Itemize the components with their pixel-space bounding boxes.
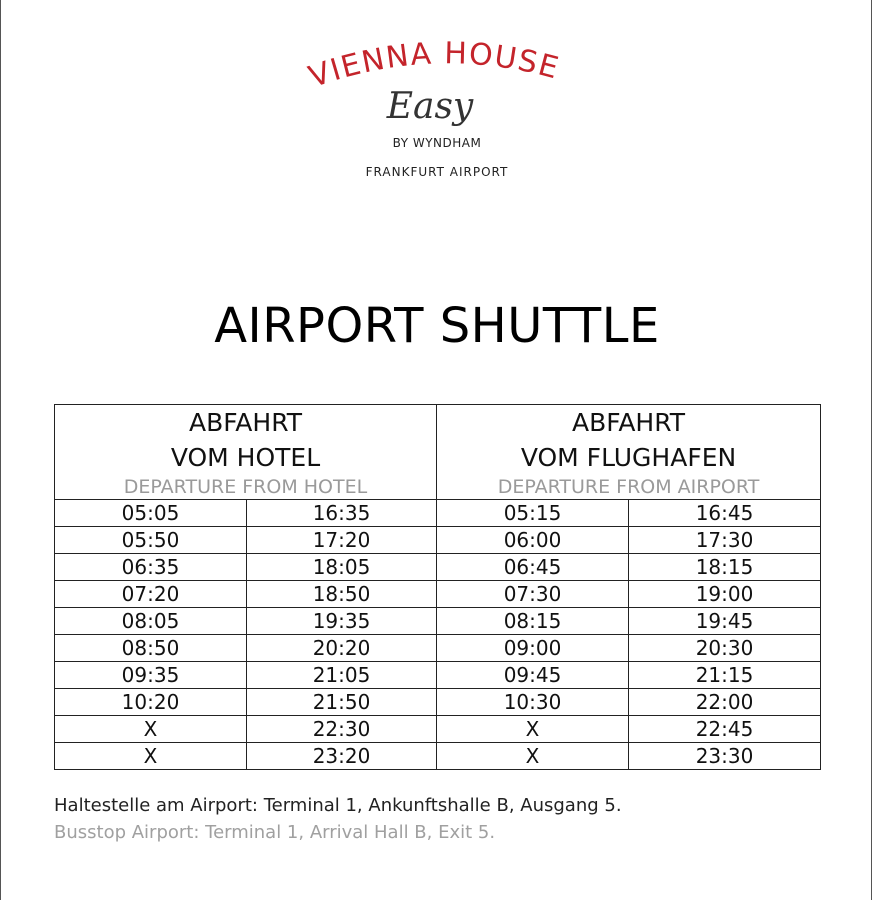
busstop-note-en: Busstop Airport: Terminal 1, Arrival Hall B, Exit 5.	[54, 822, 496, 843]
departure-time-airport: X	[437, 743, 629, 770]
departure-time-hotel: 08:50	[55, 635, 247, 662]
departure-time-airport: 18:15	[629, 554, 821, 581]
header-de-line1: ABFAHRT	[188, 408, 303, 437]
departure-time-airport: 05:15	[437, 500, 629, 527]
departure-time-airport: 06:00	[437, 527, 629, 554]
departure-time-airport: 23:30	[629, 743, 821, 770]
departure-time-hotel: 23:20	[247, 743, 437, 770]
schedule-header-row	[55, 405, 821, 500]
table-row	[55, 581, 821, 608]
table-row	[55, 635, 821, 662]
departure-time-airport: 21:15	[629, 662, 821, 689]
departure-time-hotel: 06:35	[55, 554, 247, 581]
departure-time-airport: X	[437, 716, 629, 743]
departure-time-airport: 06:45	[437, 554, 629, 581]
logo-wordmark: VIENNA HOUSE	[304, 38, 564, 96]
departure-time-airport: 09:45	[437, 662, 629, 689]
departure-time-airport: 08:15	[437, 608, 629, 635]
departure-time-hotel: 08:05	[55, 608, 247, 635]
logo-script: Easy	[386, 86, 474, 127]
hotel-location: FRANKFURT AIRPORT	[365, 165, 509, 179]
header-departure-airport	[437, 405, 821, 500]
departure-time-hotel: 17:20	[247, 527, 437, 554]
departure-time-hotel: 20:20	[247, 635, 437, 662]
departure-time-airport: 17:30	[629, 527, 821, 554]
shuttle-schedule-table	[54, 404, 821, 770]
table-row	[55, 608, 821, 635]
departure-time-hotel: 21:05	[247, 662, 437, 689]
departure-time-airport: 09:00	[437, 635, 629, 662]
departure-time-hotel: 16:35	[247, 500, 437, 527]
departure-time-hotel: 05:50	[55, 527, 247, 554]
departure-time-airport: 10:30	[437, 689, 629, 716]
departure-time-hotel: 19:35	[247, 608, 437, 635]
departure-time-hotel: 07:20	[55, 581, 247, 608]
table-row	[55, 689, 821, 716]
departure-time-airport: 22:45	[629, 716, 821, 743]
table-row	[55, 527, 821, 554]
departure-time-hotel: X	[55, 743, 247, 770]
busstop-note-de: Haltestelle am Airport: Terminal 1, Ankunftshalle B, Ausgang 5.	[54, 795, 622, 816]
brand-by-line: BY WYNDHAM	[392, 136, 482, 150]
departure-time-hotel: 10:20	[55, 689, 247, 716]
table-row	[55, 716, 821, 743]
table-row	[55, 662, 821, 689]
departure-time-hotel: 18:05	[247, 554, 437, 581]
header-de-line2: VOM FLUGHAFEN	[520, 443, 737, 472]
departure-time-hotel: 21:50	[247, 689, 437, 716]
header-en: DEPARTURE FROM AIRPORT	[497, 476, 760, 498]
header-departure-hotel	[55, 405, 437, 500]
departure-time-hotel: 05:05	[55, 500, 247, 527]
page-title: AIRPORT SHUTTLE	[214, 298, 660, 354]
departure-time-airport: 16:45	[629, 500, 821, 527]
header-de-line2: VOM HOTEL	[170, 443, 321, 472]
table-row	[55, 743, 821, 770]
departure-time-airport: 20:30	[629, 635, 821, 662]
departure-time-hotel: X	[55, 716, 247, 743]
departure-time-airport: 07:30	[437, 581, 629, 608]
header-en: DEPARTURE FROM HOTEL	[123, 476, 368, 498]
departure-time-airport: 19:45	[629, 608, 821, 635]
header-de-line1: ABFAHRT	[571, 408, 686, 437]
departure-time-hotel: 09:35	[55, 662, 247, 689]
departure-time-airport: 22:00	[629, 689, 821, 716]
table-row	[55, 500, 821, 527]
departure-time-airport: 19:00	[629, 581, 821, 608]
table-row	[55, 554, 821, 581]
departure-time-hotel: 22:30	[247, 716, 437, 743]
departure-time-hotel: 18:50	[247, 581, 437, 608]
